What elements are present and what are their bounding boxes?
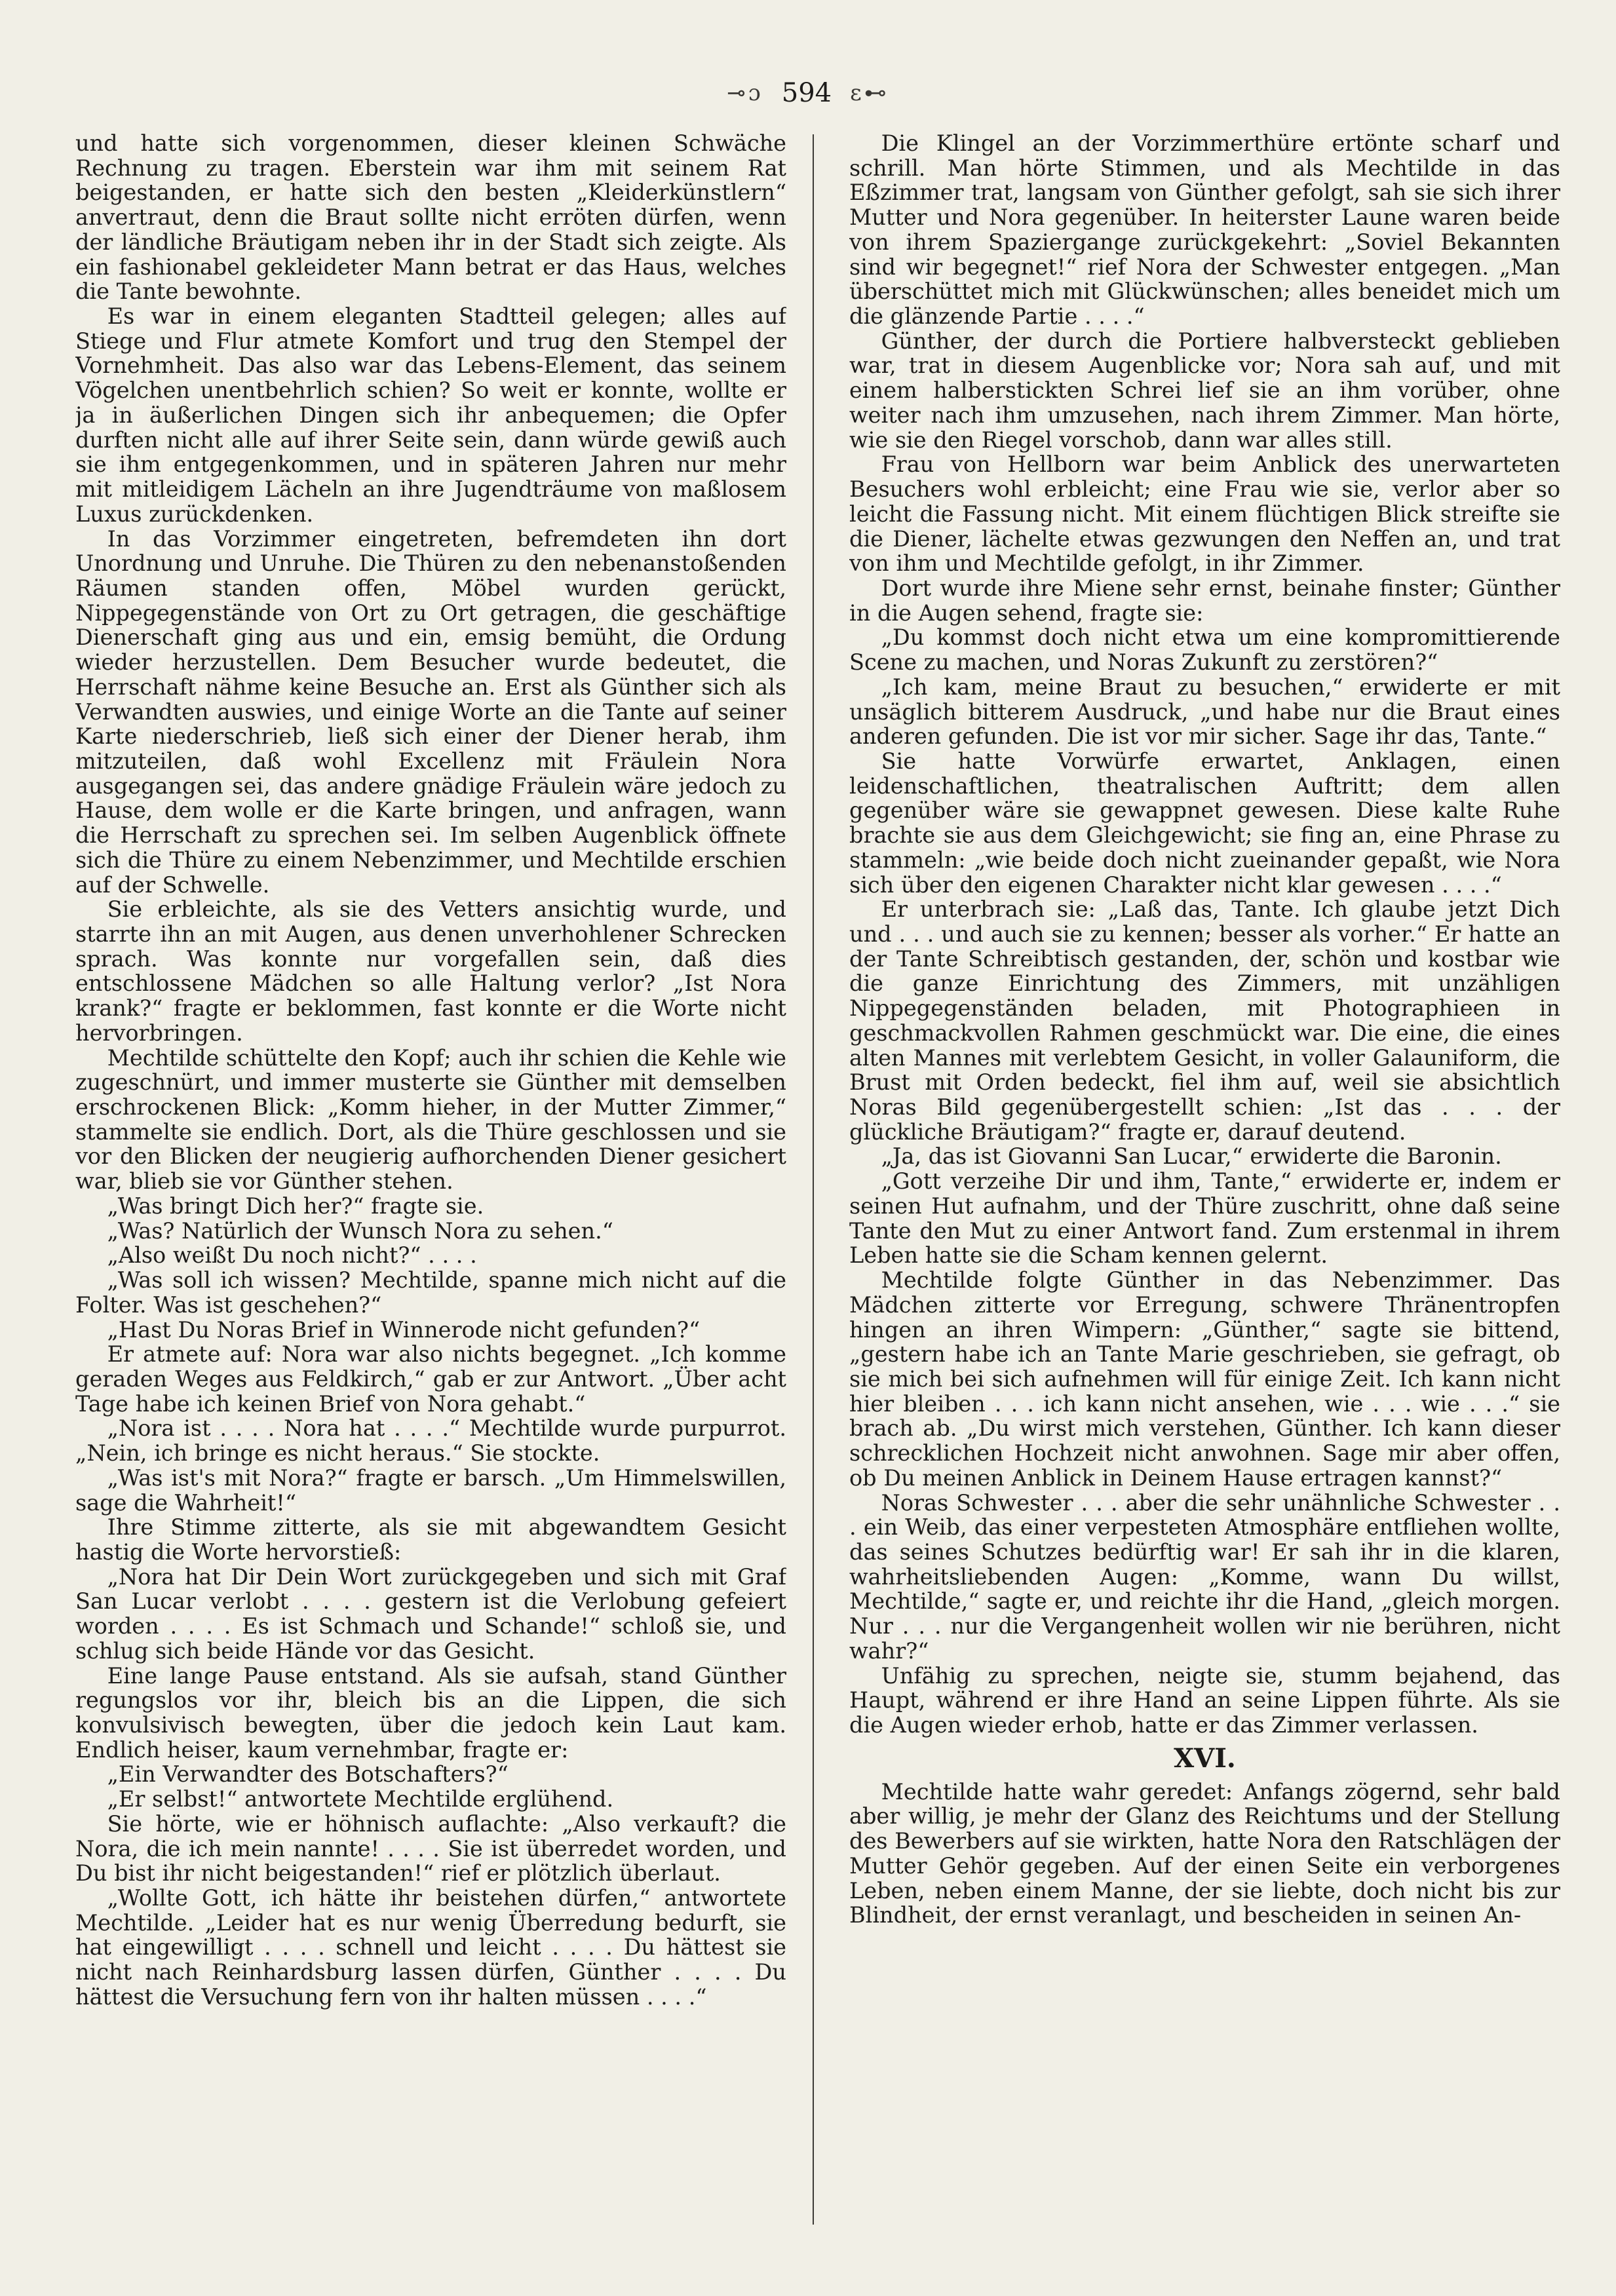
paragraph: Er unterbrach sie: „Laß das, Tante. Ich glaube jetzt Dich und . . . und auch sie zu kennen; besser als vorher.“ Er hatte an der Tante Schreibtisch gestanden, der, schön und kostbar wie die ganze Einrichtung des Zimmers, mit unzähligen Nippegegenständen beladen, mit Photographieen in geschmackvollen Rahmen geschmückt war. Die eine, die eines alten Mannes mit verlebtem Gesicht, in voller Galauniform, die Brust mit Orden bedeckt, fiel ihm auf, weil sie absichtlich Noras Bild gegenübergestellt schien: „Ist das . . . der glückliche Bräutigam?“ fragte er, darauf deutend. [849, 896, 1560, 1145]
paragraph: „Nora ist . . . . Nora hat . . . .“ Mechtilde wurde purpurrot. „Nein, ich bringe es nicht heraus.“ Sie stockte. [75, 1415, 786, 1466]
paragraph: „Ich kam, meine Braut zu besuchen,“ erwiderte er mit unsäglich bitterem Ausdruck, „und habe nur die Braut eines anderen gefunden. Die ist vor mir sicher. Sage ihr das, Tante.“ [849, 674, 1560, 750]
paragraph: „Du kommst doch nicht etwa um eine kompromittierende Scene zu machen, und Noras Zukunft zu zerstören?“ [849, 624, 1560, 676]
paragraph: Es war in einem eleganten Stadtteil gelegen; alles auf Stiege und Flur atmete Komfort und trug den Stempel der Vornehmheit. Das also war das Lebens-Element, das seinem Vögelchen unentbehrlich schien? So weit er konnte, wollte er ja in äußerlichen Dingen sich ihr anbequemen; die Opfer durften nicht alle auf ihrer Seite sein, dann würde gewiß auch sie ihm entgegenkommen, und in späteren Jahren nur mehr mit mitleidigem Lächeln an ihre Jugendträume von maßlosem Luxus zurückdenken. [75, 303, 786, 527]
page-number: 594 [781, 78, 832, 108]
paragraph: „Was bringt Dich her?“ fragte sie. [107, 1193, 484, 1219]
page-header [0, 73, 1616, 113]
paragraph: „Nora hat Dir Dein Wort zurückgegeben und sich mit Graf San Lucar verlobt . . . . gestern ist die Verlobung gefeiert worden . . . . Es ist Schmach und Schande!“ schloß sie, und schlug sich beide Hände vor das Gesicht. [75, 1563, 786, 1664]
right-column [849, 131, 1560, 2248]
paragraph: Die Klingel an der Vorzimmerthüre ertönte scharf und schrill. Man hörte Stimmen, und als Mechtilde in das Eßzimmer trat, langsam von Günther gefolgt, sah sie sich ihrer Mutter und Nora gegenüber. In heiterster Laune waren beide von ihrem Spaziergange zurückgekehrt: „Soviel Bekannten sind wir begegnet!“ rief Nora der Schwester entgegen. „Man überschüttet mich mit Glückwünschen; alles beneidet mich um die glänzende Partie . . . .“ [849, 131, 1560, 330]
paragraph: „Gott verzeihe Dir und ihm, Tante,“ erwiderte er, indem er seinen Hut aufnahm, und der Thüre zuschritt, ohne daß seine Tante den Mut zu einer Antwort fand. Zum erstenmal in ihrem Leben hatte sie die Scham kennen gelernt. [849, 1168, 1560, 1269]
paragraph: Eine lange Pause entstand. Als sie aufsah, stand Günther regungslos vor ihr, bleich bis an die Lippen, die sich konvulsivisch bewegten, über die jedoch kein Laut kam. Endlich heiser, kaum vernehmbar, fragte er: [75, 1662, 786, 1763]
paragraph: „Er selbst!“ antwortete Mechtilde erglühend. [107, 1786, 614, 1812]
left-column [75, 131, 786, 2248]
paragraph: Dort wurde ihre Miene sehr ernst, beinahe finster; Günther in die Augen sehend, fragte sie: [849, 575, 1560, 626]
paragraph: In das Vorzimmer eingetreten, befremdeten ihn dort Unordnung und Unruhe. Die Thüren zu den nebenanstoßenden Räumen standen offen, Möbel wurden gerückt, Nippegegenstände von Ort zu Ort getragen, die geschäftige Dienerschaft ging aus und ein, emsig bemüht, die Ordung wieder herzustellen. Dem Besucher wurde bedeutet, die Herrschaft nähme keine Besuche an. Erst als Günther sich als Verwandten auswies, und einige Worte an die Tante auf seiner Karte niederschrieb, ließ sich einer der Diener herab, ihm mitzuteilen, daß wohl Excellenz mit Fräulein Nora ausgegangen sei, das andere gnädige Fräulein wäre jedoch zu Hause, dem wolle er die Karte bringen, und anfragen, wann die Herrschaft zu sprechen sei. Im selben Augenblick öffnete sich die Thüre zu einem Nebenzimmer, und Mechtilde erschien auf der Schwelle. [75, 526, 786, 898]
paragraph: Sie erbleichte, als sie des Vetters ansichtig wurde, und starrte ihn an mit Augen, aus denen unverhohlener Schrecken sprach. Was konnte nur vorgefallen sein, daß dies entschlossene Mädchen so alle Haltung verlor? „Ist Nora krank?“ fragte er beklommen, fast konnte er die Worte nicht hervorbringen. [75, 896, 786, 1046]
paragraph: „Was? Natürlich der Wunsch Nora zu sehen.“ [107, 1217, 613, 1244]
paragraph: „Ja, das ist Giovanni San Lucar,“ erwiderte die Baronin. [881, 1143, 1502, 1170]
column-divider [813, 134, 814, 2225]
paragraph: Sie hatte Vorwürfe erwartet, Anklagen, einen leidenschaftlichen, theatralischen Auftritt; dem allen gegenüber wäre sie gewappnet gewesen. Diese kalte Ruhe brachte sie aus dem Gleichgewicht; sie fing an, eine Phrase zu stammeln: „wie beide doch nicht zueinander gepaßt, wie Nora sich über den eigenen Charakter nicht klar gewesen . . . .“ [849, 748, 1560, 898]
paragraph: Mechtilde folgte Günther in das Nebenzimmer. Das Mädchen zitterte vor Erregung, schwere Thränentropfen hingen an ihren Wimpern: „Günther,“ sagte sie bittend, „gestern habe ich an Tante Marie geschrieben, sie gefragt, ob sie mich bei sich aufnehmen will für einige Zeit. Ich kann nicht hier bleiben . . . ich kann nicht ansehen, wie . . . wie . . .“ sie brach ab. „Du wirst mich verstehen, Günther. Ich kann dieser schrecklichen Hochzeit nicht anwohnen. Sage mir aber offen, ob Du meinen Anblick in Deinem Hause ertragen kannst?“ [849, 1267, 1560, 1491]
paragraph: „Hast Du Noras Brief in Winnerode nicht gefunden?“ [107, 1316, 701, 1343]
paragraph: und hatte sich vorgenommen, dieser kleinen Schwäche Rechnung zu tragen. Eberstein war ihm mit seinem Rat beigestanden, er hatte sich den besten „Kleiderkünstlern“ anvertraut, denn die Braut sollte nicht erröten dürfen, wenn der ländliche Bräutigam neben ihr in der Stadt sich zeigte. Als ein fashionabel gekleideter Mann betrat er das Haus, welches die Tante bewohnte. [75, 131, 786, 305]
paragraph: „Also weißt Du noch nicht?“ . . . . [107, 1242, 477, 1269]
paragraph: Günther, der durch die Portiere halbversteckt geblieben war, trat in diesem Augenblicke vor; Nora sah auf, und mit einem halberstickten Schrei lief sie an ihm vorüber, ohne weiter nach ihm umzusehen, nach ihrem Zimmer. Man hörte, wie sie den Riegel vorschob, dann war alles still. [849, 328, 1560, 453]
paragraph: Unfähig zu sprechen, neigte sie, stumm bejahend, das Haupt, während er ihre Hand an seine Lippen führte. Als sie die Augen wieder erhob, hatte er das Zimmer verlassen. [849, 1662, 1560, 1738]
paragraph: „Was ist's mit Nora?“ fragte er barsch. „Um Himmelswillen, sage die Wahrheit!“ [75, 1464, 786, 1516]
paragraph: „Wollte Gott, ich hätte ihr beistehen dürfen,“ antwortete Mechtilde. „Leider hat es nur wenig Überredung bedurft, sie hat eingewilligt . . . . schnell und leicht . . . . Du hättest sie nicht nach Reinhardsburg lassen dürfen, Günther . . . . Du hättest die Versuchung fern von ihr halten müssen . . . .“ [75, 1885, 786, 2010]
paragraph: Frau von Hellborn war beim Anblick des unerwarteten Besuchers wohl erbleicht; eine Frau wie sie, verlor aber so leicht die Fassung nicht. Mit einem flüchtigen Blick streifte sie die Diener, lächelte etwas gezwungen den Neffen an, und trat von ihm und Mechtilde gefolgt, in ihr Zimmer. [849, 451, 1560, 577]
paragraph: Ihre Stimme zitterte, als sie mit abgewandtem Gesicht hastig die Worte hervorstieß: [75, 1514, 786, 1565]
paragraph: Sie hörte, wie er höhnisch auflachte: „Also verkauft? die Nora, die ich mein nannte! . . . . Sie ist überredet worden, und Du bist ihr nicht beigestanden!“ rief er plötzlich überlaut. [75, 1810, 786, 1886]
paragraph: Noras Schwester . . . aber die sehr unähnliche Schwester . . . ein Weib, das einer verpesteten Atmosphäre entfliehen wollte, das seines Schutzes bedürftig war! Er sah ihr in die klaren, wahrheitsliebenden Augen: „Komme, wann Du willst, Mechtilde,“ sagte er, und reichte ihr die Hand, „gleich morgen. Nur . . . nur die Vergangenheit wollen wir nie berühren, nicht wahr?“ [849, 1489, 1560, 1664]
section-heading: XVI. [1174, 1742, 1236, 1774]
paragraph: „Ein Verwandter des Botschafters?“ [107, 1761, 509, 1788]
paragraph: „Was soll ich wissen? Mechtilde, spanne mich nicht auf die Folter. Was ist geschehen?“ [75, 1267, 786, 1318]
ornament-left: ⊸ɔ [727, 80, 763, 106]
paragraph: Mechtilde hatte wahr geredet: Anfangs zögernd, sehr bald aber willig, je mehr der Glanz des Reichtums und der Stellung des Bewerbers auf sie wirkten, hatte Nora den Ratschlägen der Mutter Gehör gegeben. Auf der einen Seite ein verborgenes Leben, neben einem Manne, der sie liebte, doch nicht bis zur Blindheit, der ernst veranlagt, und bescheiden in seinen An- [849, 1778, 1560, 1928]
paragraph: Mechtilde schüttelte den Kopf; auch ihr schien die Kehle wie zugeschnürt, und immer musterte sie Günther mit demselben erschrockenen Blick: „Komm hieher, in der Mutter Zimmer,“ stammelte sie endlich. Dort, als die Thüre geschlossen und sie vor den Blicken der neugierig aufhorchenden Diener gesichert war, blieb sie vor Günther stehen. [75, 1044, 786, 1195]
paragraph: Er atmete auf: Nora war also nichts begegnet. „Ich komme geraden Weges aus Feldkirch,“ gab er zur Antwort. „Über acht Tage habe ich keinen Brief von Nora gehabt.“ [75, 1341, 786, 1417]
ornament-right: ɛ⊷ [850, 80, 889, 106]
